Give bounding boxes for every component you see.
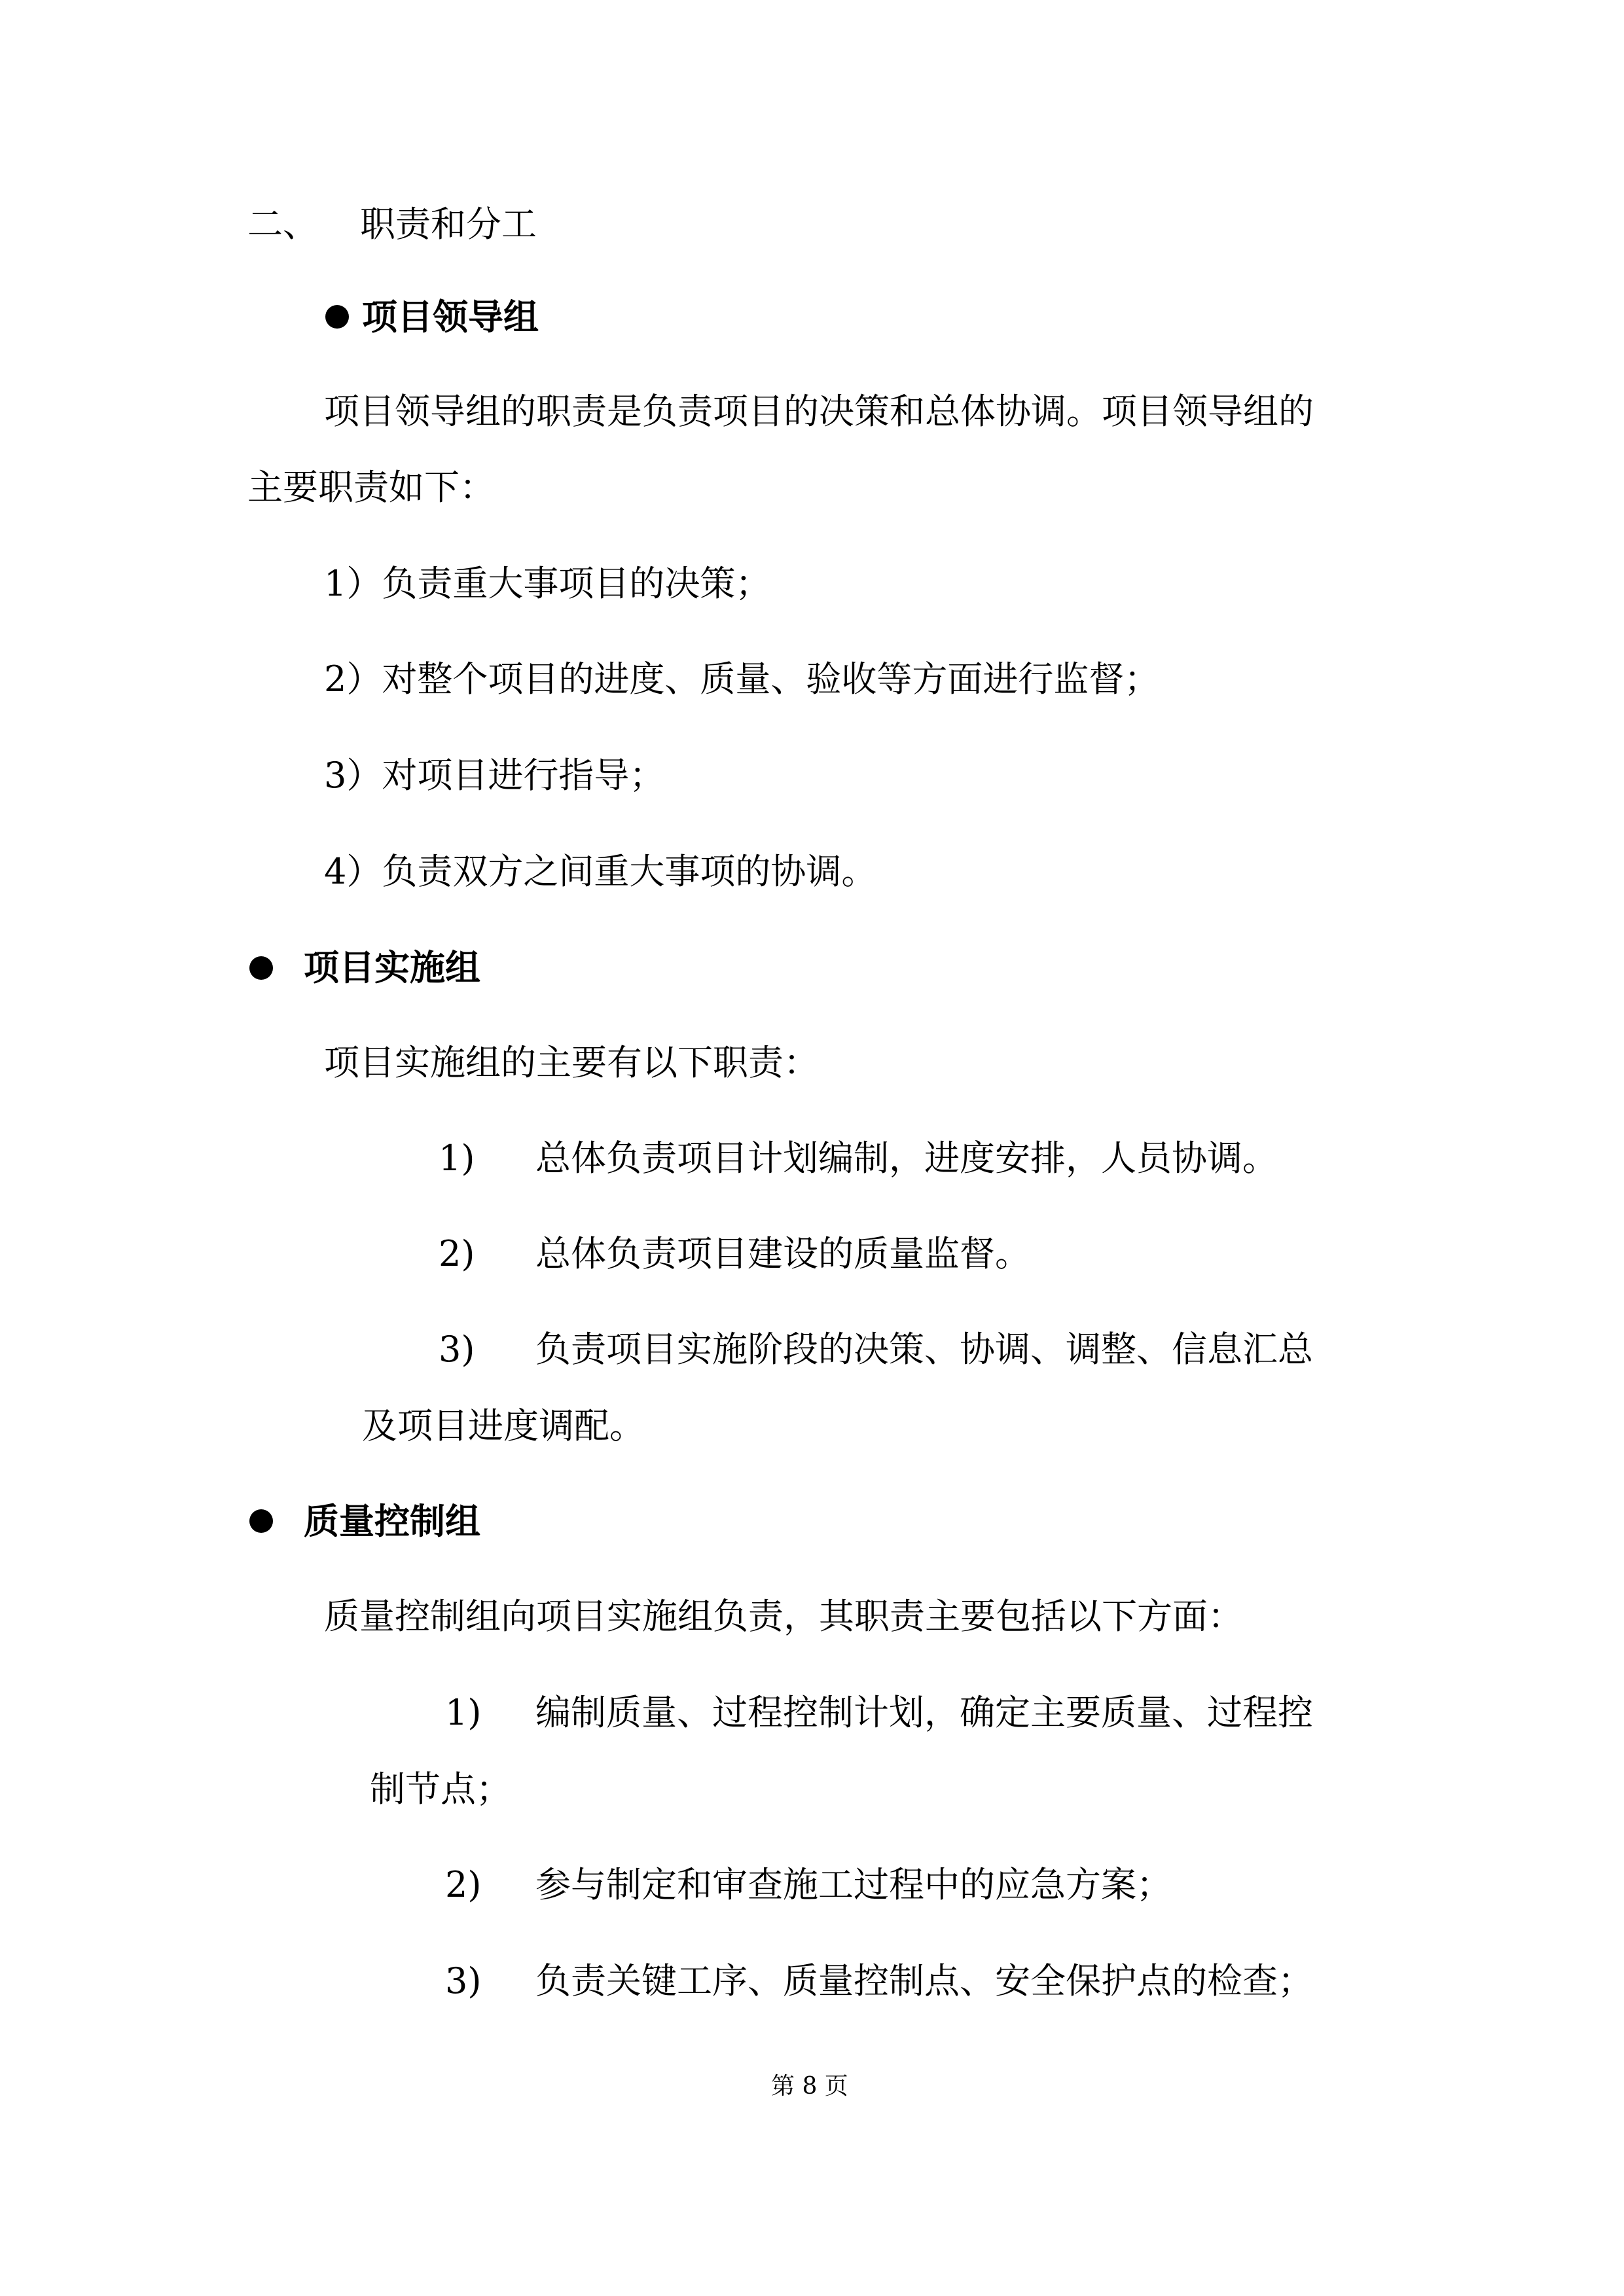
page-number: 第 8 页 — [771, 2073, 848, 2100]
quality-item-2-num: 2) — [445, 1864, 482, 1905]
quality-item-1-cont: 制节点； — [370, 1768, 511, 1810]
quality-item-3-num: 3) — [445, 1960, 482, 2001]
leadership-item-1: 1）负责重大事项目的决策； — [324, 563, 771, 604]
leadership-intro-line1: 项目领导组的职责是负责项目的决策和总体协调。项目领导组的 — [324, 391, 1314, 432]
leadership-item-4: 4）负责双方之间重大事项的协调。 — [324, 851, 877, 892]
quality-heading: 质量控制组 — [304, 1501, 480, 1542]
implementation-item-3-num: 3) — [439, 1329, 475, 1370]
implementation-intro: 项目实施组的主要有以下职责： — [324, 1042, 819, 1083]
leadership-item-2: 2）对整个项目的进度、质量、验收等方面进行监督； — [324, 658, 1160, 700]
implementation-item-1-text: 总体负责项目计划编制，进度安排，人员协调。 — [535, 1138, 1278, 1179]
implementation-heading: 项目实施组 — [304, 947, 480, 988]
leadership-heading: 项目领导组 — [362, 296, 539, 338]
leadership-intro-line2: 主要职责如下： — [247, 467, 495, 508]
quality-item-1-text: 编制质量、过程控制计划，确定主要质量、过程控 — [535, 1692, 1313, 1733]
implementation-item-3-cont: 及项目进度调配。 — [362, 1405, 645, 1446]
section-title: 职责和分工 — [360, 204, 537, 245]
quality-item-2-text: 参与制定和审查施工过程中的应急方案； — [535, 1864, 1172, 1905]
bullet-icon — [249, 1509, 273, 1533]
implementation-item-3-text: 负责项目实施阶段的决策、协调、调整、信息汇总 — [535, 1329, 1313, 1370]
section-number: 二、 — [247, 204, 318, 245]
leadership-item-3: 3）对项目进行指导； — [324, 755, 665, 796]
bullet-icon — [325, 305, 349, 329]
bullet-icon — [249, 956, 273, 980]
implementation-item-1-num: 1) — [439, 1138, 475, 1179]
implementation-item-2-text: 总体负责项目建设的质量监督。 — [535, 1233, 1030, 1274]
implementation-item-2-num: 2) — [439, 1233, 475, 1274]
quality-item-3-text: 负责关键工序、质量控制点、安全保护点的检查； — [535, 1960, 1313, 2001]
quality-intro: 质量控制组向项目实施组负责，其职责主要包括以下方面： — [324, 1596, 1243, 1637]
quality-item-1-num: 1) — [445, 1692, 482, 1733]
